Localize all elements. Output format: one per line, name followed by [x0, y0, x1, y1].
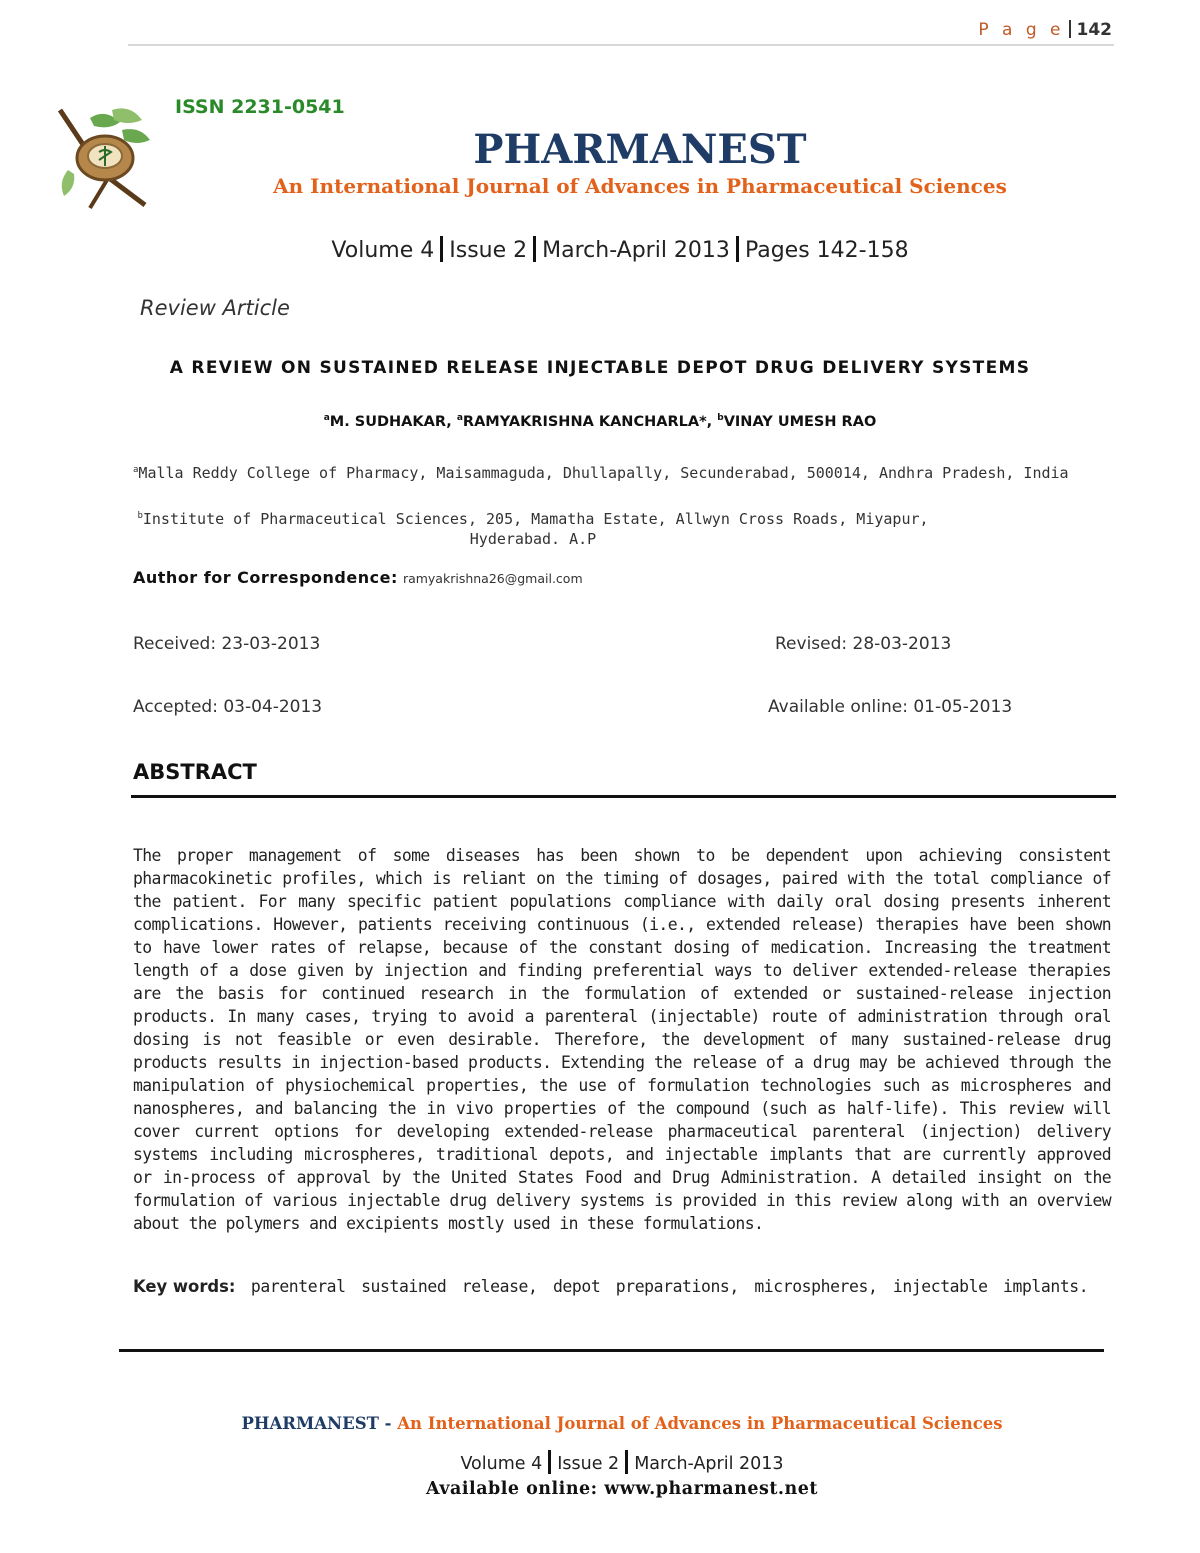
- article-title: A REVIEW ON SUSTAINED RELEASE INJECTABLE DEPOT DRUG DELIVERY SYSTEMS: [169, 358, 1031, 378]
- issue-number: Issue 2: [449, 238, 528, 263]
- author-list: [0, 413, 1200, 430]
- author-name: RAMYAKRISHNA KANCHARLA*,: [462, 413, 713, 430]
- affiliation-b: [133, 506, 933, 549]
- date-received: Received: 23-03-2013: [133, 634, 321, 654]
- correspondence: [133, 568, 583, 587]
- footer-journal-name: PHARMANEST -: [241, 1414, 392, 1433]
- footer-journal-line: [0, 1414, 1200, 1433]
- affiliation-text: Institute of Pharmaceutical Sciences, 205, Mamatha Estate, Allwyn Cross Roads, Miyapur,: [142, 510, 929, 528]
- volume-separator: [440, 236, 443, 262]
- page-separator: [1069, 20, 1071, 38]
- page-header: [978, 20, 1112, 40]
- affiliation-a: [133, 464, 1069, 482]
- author-affiliation-marker: b: [717, 413, 724, 423]
- page-range: Pages 142-158: [744, 238, 909, 263]
- affiliation-marker: a: [133, 465, 139, 475]
- footer-separator: [625, 1450, 628, 1474]
- page-label: P a g e: [978, 20, 1065, 40]
- author-name: M. SUDHAKAR,: [329, 413, 452, 430]
- article-type: Review Article: [140, 296, 290, 320]
- affiliation-city: Hyderabad. A.P: [469, 530, 597, 548]
- header-rule: [128, 44, 1114, 46]
- correspondence-label: Author for Correspondence:: [133, 568, 398, 587]
- keywords-label: Key words:: [133, 1277, 236, 1296]
- journal-name: PHARMANEST: [473, 126, 807, 173]
- author-name: VINAY UMESH RAO: [723, 413, 877, 430]
- issue-separator: [533, 236, 536, 262]
- footer-volume: Volume 4: [460, 1454, 543, 1474]
- date-revised: Revised: 28-03-2013: [775, 634, 952, 654]
- issue-period: March-April 2013: [542, 238, 730, 263]
- keywords: [133, 1277, 1111, 1296]
- abstract-rule: [131, 795, 1116, 798]
- issn-number: ISSN 2231-0541: [175, 96, 345, 118]
- correspondence-email[interactable]: ramyakrishna26@gmail.com: [402, 571, 583, 586]
- author-affiliation-marker: a: [456, 413, 463, 423]
- footer-rule: [119, 1349, 1104, 1352]
- footer-period: March-April 2013: [634, 1454, 784, 1474]
- affiliation-marker: b: [137, 511, 143, 521]
- journal-subtitle: An International Journal of Advances in Pharmaceutical Sciences: [273, 174, 1007, 198]
- footer-volume-line: [0, 1450, 1200, 1474]
- footer-website[interactable]: Available online: www.pharmanest.net: [426, 1479, 818, 1499]
- abstract-heading: ABSTRACT: [133, 760, 257, 784]
- affiliation-text: Malla Reddy College of Pharmacy, Maisammaguda, Dhullapally, Secunderabad, 500014, Andhra Pradesh, India: [138, 464, 1069, 482]
- date-accepted: Accepted: 03-04-2013: [133, 697, 323, 717]
- abstract-body: The proper management of some diseases has been shown to be dependent upon achieving consistent pharmacokinetic profiles, which is reliant on the timing of dosages, paired with the total compliance of the patient. For many specific patient populations compliance with daily oral dosing presents inherent complications. However, patients receiving continuous (i.e., extended release) therapies have been shown to have lower rates of relapse, because of the constant dosing of medication. Increasing the treatment length of a dose given by injection and finding preferential ways to deliver extended-release therapies are the basis for continued research in the formulation of extended or sustained-release injection products. In many cases, trying to avoid a parenteral (injectable) route of administration through oral dosing is not feasible or even desirable. Therefore, the development of many sustained-release drug products results in injection-based products. Extending the release of a drug may be achieved through the manipulation of physiochemical properties, the use of formulation technologies such as microspheres and nanospheres, and balancing the in vivo properties of the compound (such as half-life). This review will cover current options for developing extended-release pharmaceutical parenteral (injection) delivery systems including microspheres, traditional depots, and injectable implants that are currently approved or in-process of approval by the United States Food and Drug Administration. A detailed insight on the formulation of various injectable drug delivery systems is provided in this review along with an overview about the polymers and excipients mostly used in these formulations.: [133, 846, 1111, 1233]
- volume-line: [0, 236, 1200, 263]
- volume-number: Volume 4: [331, 238, 435, 263]
- footer-journal-subtitle: An International Journal of Advances in Pharmaceutical Sciences: [397, 1414, 1003, 1433]
- footer-issue: Issue 2: [557, 1454, 620, 1474]
- date-available-online: Available online: 01-05-2013: [768, 697, 1013, 717]
- keywords-text: parenteral sustained release, depot preparations, microspheres, injectable implants.: [250, 1277, 1089, 1296]
- footer-separator: [548, 1450, 551, 1474]
- period-separator: [736, 236, 739, 262]
- page-number: 142: [1076, 20, 1112, 40]
- author-affiliation-marker: a: [323, 413, 330, 423]
